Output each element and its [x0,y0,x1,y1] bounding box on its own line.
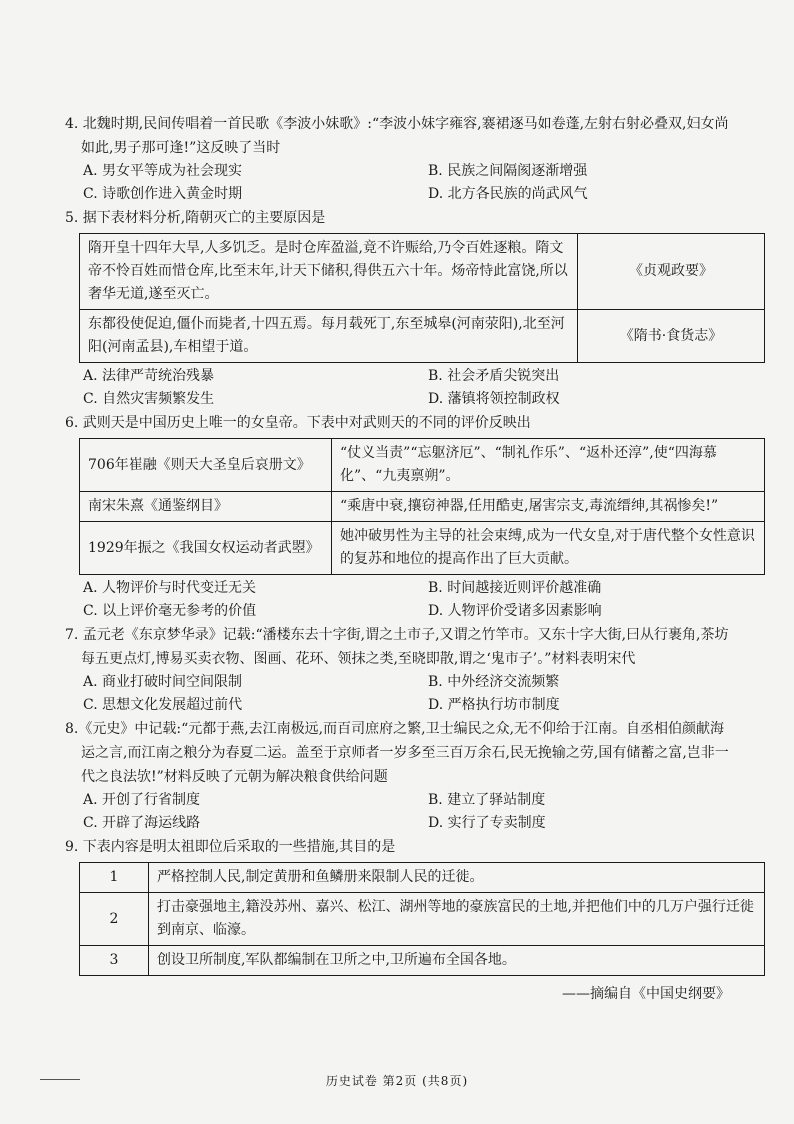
option-c: C. 开辟了海运线路 [83,815,201,831]
option-a: A. 人物评价与时代变迁无关 [83,580,257,596]
measures-table [79,862,765,976]
measure-text: 打击豪强地主,籍没苏州、嘉兴、松江、湖州等地的豪族富民的土地,并把他们中的几万户强行迁徙到南京、临濠。 [149,893,765,946]
option-d: D. 严格执行坊市制度 [428,697,560,713]
table-row [80,522,765,575]
question-stem: 8.《元史》中记载:“元都于燕,去江南极远,而百司庶府之繁,卫士编民之众,无不仰给于江南。自丞相伯颜献海运之言,而江南之粮分为春夏二运。盖至于京师者一岁多至三百万余石,民无挽输之劳,国有储蓄之富,岂非一代之良法欤!”材料反映了元朝为解决粮食供给问题 [65,721,729,785]
source-credit: ——摘编自《中国史纲要》 [562,986,730,1002]
evaluation-source: 南宋朱熹《通鉴纲目》 [80,492,332,522]
question-4 [65,112,734,206]
option-d: D. 藩镇将领控制政权 [428,391,560,407]
options [65,577,734,623]
evaluation-text: “乘唐中衰,攘窃神器,任用酷吏,屠害宗支,毒流缙绅,其祸惨矣!” [332,492,765,522]
material-table [79,233,765,363]
page-footer: 历史试卷 第2页 (共8页) [325,1074,469,1088]
table-row [80,492,765,522]
material-text: 隋开皇十四年大旱,人多饥乏。是时仓库盈溢,竟不许赈给,乃令百姓逐粮。隋文帝不怜百姓而惜仓库,比至末年,计天下储积,得供五六十年。炀帝恃此富饶,所以奢华无道,遂至灭亡。 [80,234,578,310]
question-8 [65,717,734,835]
evaluation-table [79,438,765,575]
question-stem: 7. 孟元老《东京梦华录》记载:“潘楼东去十字街,谓之土市子,又谓之竹竿市。又东十字大街,曰从行裹角,茶坊每五更点灯,博易买卖衣物、图画、花环、领抹之类,至晓即散,谓之‘鬼市子’。”材料表明宋代 [65,627,729,667]
measure-text: 创设卫所制度,军队都编制在卫所之中,卫所遍布全国各地。 [149,946,765,976]
evaluation-source: 706年崔融《则天大圣皇后哀册文》 [80,439,332,492]
question-stem: 4. 北魏时期,民间传唱着一首民歌《李波小妹歌》:“李波小妹字雍容,褰裙逐马如卷蓬,左射右射必叠双,妇女尚如此,男子那可逢!”这反映了当时 [65,116,729,156]
table-row [80,946,765,976]
option-c: C. 思想文化发展超过前代 [83,697,243,713]
option-b: B. 时间越接近则评价越准确 [428,580,602,596]
option-a: A. 开创了行省制度 [83,792,201,808]
material-source: 《隋书·食货志》 [578,310,765,363]
options [65,789,734,835]
question-stem: 6. 武则天是中国历史上唯一的女皇帝。下表中对武则天的不同的评价反映出 [65,415,531,431]
options [65,160,734,206]
evaluation-text: 她冲破男性为主导的社会束缚,成为一代女皇,对于唐代整个女性意识的复苏和地位的提高作出了巨大贡献。 [332,522,765,575]
evaluation-source: 1929年振之《我国女权运动者武曌》 [80,522,332,575]
table-row [80,234,765,310]
option-c: C. 以上评价毫无参考的价值 [83,603,257,619]
option-b: B. 民族之间隔阂逐渐增强 [428,163,588,179]
option-d: D. 实行了专卖制度 [428,815,546,831]
material-source: 《贞观政要》 [578,234,765,310]
table-row [80,310,765,363]
measure-text: 严格控制人民,制定黄册和鱼鳞册来限制人民的迁徙。 [149,863,765,893]
option-d: D. 人物评价受诸多因素影响 [428,603,602,619]
option-a: A. 男女平等成为社会现实 [83,163,243,179]
material-text: 东都役使促迫,僵仆而毙者,十四五焉。每月载死丁,东至城皋(河南荥阳),北至河阳(河南孟县),车相望于道。 [80,310,578,363]
option-a: A. 商业打破时间空间限制 [83,674,243,690]
options [65,671,734,717]
option-b: B. 社会矛盾尖锐突出 [428,368,560,384]
option-d: D. 北方各民族的尚武风气 [428,186,588,202]
option-b: B. 建立了驿站制度 [428,792,546,808]
option-b: B. 中外经济交流频繁 [428,674,560,690]
question-5 [65,206,734,411]
table-row [80,439,765,492]
question-stem: 5. 据下表材料分析,隋朝灭亡的主要原因是 [65,210,326,226]
measure-number: 3 [80,946,149,976]
option-c: C. 自然灾害频繁发生 [83,391,215,407]
table-row [80,863,765,893]
question-9 [65,835,754,1006]
evaluation-text: “仗义当责”“忘躯济厄”、“制礼作乐”、“返朴还淳”,使“四海慕化”、“九夷禀朔”。 [332,439,765,492]
question-6 [65,411,755,623]
options [65,365,734,411]
measure-number: 2 [80,893,149,946]
question-7 [65,623,734,717]
measure-number: 1 [80,863,149,893]
question-stem: 9. 下表内容是明太祖即位后采取的一些措施,其目的是 [65,839,396,855]
option-c: C. 诗歌创作进入黄金时期 [83,186,243,202]
option-a: A. 法律严苛统治残暴 [83,368,215,384]
table-row [80,893,765,946]
